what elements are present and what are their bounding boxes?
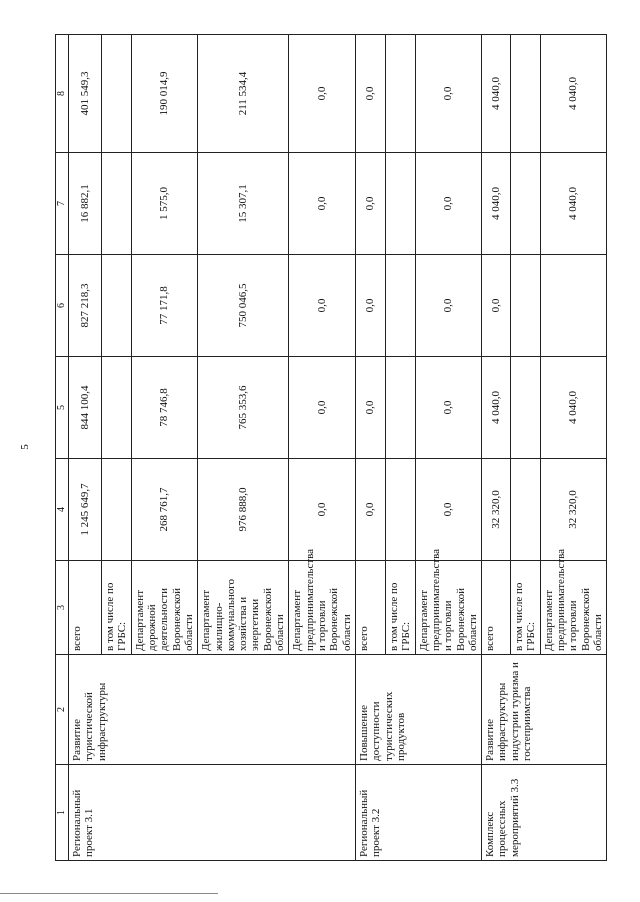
value-cell: 0,0 <box>289 255 356 357</box>
value-cell: 190 014,9 <box>131 35 198 153</box>
row-label-cell: Департамент дорожной деятельности Воронежской области <box>131 561 198 655</box>
header-cell: 8 <box>56 35 69 153</box>
value-cell <box>102 357 132 459</box>
value-cell: 844 100,4 <box>69 357 102 459</box>
value-cell: 4 040,0 <box>540 153 607 255</box>
row-label-cell: Департамент предпринимательства и торговли Воронежской области <box>289 561 356 655</box>
footnote-divider <box>0 893 218 894</box>
program-title-cell: Развитие туристической инфраструктуры <box>69 655 356 765</box>
value-cell: 0,0 <box>482 255 511 357</box>
value-cell: 4 040,0 <box>540 357 607 459</box>
value-cell <box>385 255 415 357</box>
value-cell: 0,0 <box>289 357 356 459</box>
value-cell <box>385 459 415 561</box>
value-cell <box>511 255 541 357</box>
value-cell <box>511 357 541 459</box>
value-cell: 0,0 <box>289 35 356 153</box>
value-cell: 0,0 <box>415 357 482 459</box>
header-cell: 4 <box>56 459 69 561</box>
value-cell: 1 575,0 <box>131 153 198 255</box>
header-row <box>56 35 69 861</box>
value-cell: 0,0 <box>415 459 482 561</box>
value-cell: 750 046,5 <box>198 255 289 357</box>
row-label-cell: всего <box>355 561 385 655</box>
table-frame <box>55 35 604 861</box>
value-cell: 211 534,4 <box>198 35 289 153</box>
value-cell <box>102 255 132 357</box>
header-cell: 6 <box>56 255 69 357</box>
value-cell: 4 040,0 <box>482 153 511 255</box>
value-cell: 77 171,8 <box>131 255 198 357</box>
value-cell <box>385 357 415 459</box>
value-cell: 0,0 <box>355 357 385 459</box>
value-cell <box>511 459 541 561</box>
value-cell: 4 040,0 <box>540 35 607 153</box>
finance-table <box>55 34 607 861</box>
table-row <box>69 35 102 861</box>
value-cell: 0,0 <box>355 459 385 561</box>
row-label-cell: в том числе по ГРБС: <box>511 561 541 655</box>
value-cell: 4 040,0 <box>482 35 511 153</box>
value-cell <box>385 153 415 255</box>
value-cell: 15 307,1 <box>198 153 289 255</box>
value-cell <box>102 153 132 255</box>
value-cell <box>385 35 415 153</box>
value-cell: 0,0 <box>355 35 385 153</box>
row-label-cell: всего <box>69 561 102 655</box>
value-cell: 765 353,6 <box>198 357 289 459</box>
value-cell: 268 761,7 <box>131 459 198 561</box>
value-cell: 16 882,1 <box>69 153 102 255</box>
value-cell: 0,0 <box>415 255 482 357</box>
row-label-cell: Департамент жилищно-коммунального хозяйства и энергетики Воронежской области <box>198 561 289 655</box>
value-cell <box>102 459 132 561</box>
value-cell: 0,0 <box>355 153 385 255</box>
row-label-cell: в том числе по ГРБС: <box>102 561 132 655</box>
value-cell: 0,0 <box>415 153 482 255</box>
value-cell: 401 549,3 <box>69 35 102 153</box>
value-cell <box>102 35 132 153</box>
value-cell <box>511 35 541 153</box>
value-cell: 32 320,0 <box>482 459 511 561</box>
value-cell: 0,0 <box>415 35 482 153</box>
value-cell: 78 746,8 <box>131 357 198 459</box>
page-number: 5 <box>18 444 31 450</box>
program-title-cell: Развитие инфраструктуры индустрии туризма и гостеприимства <box>482 655 607 765</box>
program-title-cell: Повышение доступности туристических продуктов <box>355 655 481 765</box>
header-cell: 1 <box>56 765 69 861</box>
program-name-cell: Комплекс процессных мероприятий 3.3 <box>482 765 607 861</box>
program-name-cell: Региональный проект 3.2 <box>355 765 481 861</box>
table-row <box>355 35 385 861</box>
value-cell: 976 888,0 <box>198 459 289 561</box>
row-label-cell: Департамент предпринимательства и торговли Воронежской области <box>540 561 607 655</box>
header-cell: 7 <box>56 153 69 255</box>
header-cell: 5 <box>56 357 69 459</box>
value-cell: 32 320,0 <box>540 459 607 561</box>
value-cell: 0,0 <box>289 459 356 561</box>
table-row <box>482 35 511 861</box>
row-label-cell: всего <box>482 561 511 655</box>
value-cell <box>540 255 607 357</box>
row-label-cell: Департамент предпринимательства и торговли Воронежской области <box>415 561 482 655</box>
value-cell: 4 040,0 <box>482 357 511 459</box>
value-cell: 1 245 649,7 <box>69 459 102 561</box>
value-cell: 827 218,3 <box>69 255 102 357</box>
value-cell: 0,0 <box>355 255 385 357</box>
value-cell: 0,0 <box>289 153 356 255</box>
header-cell: 3 <box>56 561 69 655</box>
value-cell <box>511 153 541 255</box>
program-name-cell: Региональный проект 3.1 <box>69 765 356 861</box>
row-label-cell: в том числе по ГРБС: <box>385 561 415 655</box>
header-cell: 2 <box>56 655 69 765</box>
